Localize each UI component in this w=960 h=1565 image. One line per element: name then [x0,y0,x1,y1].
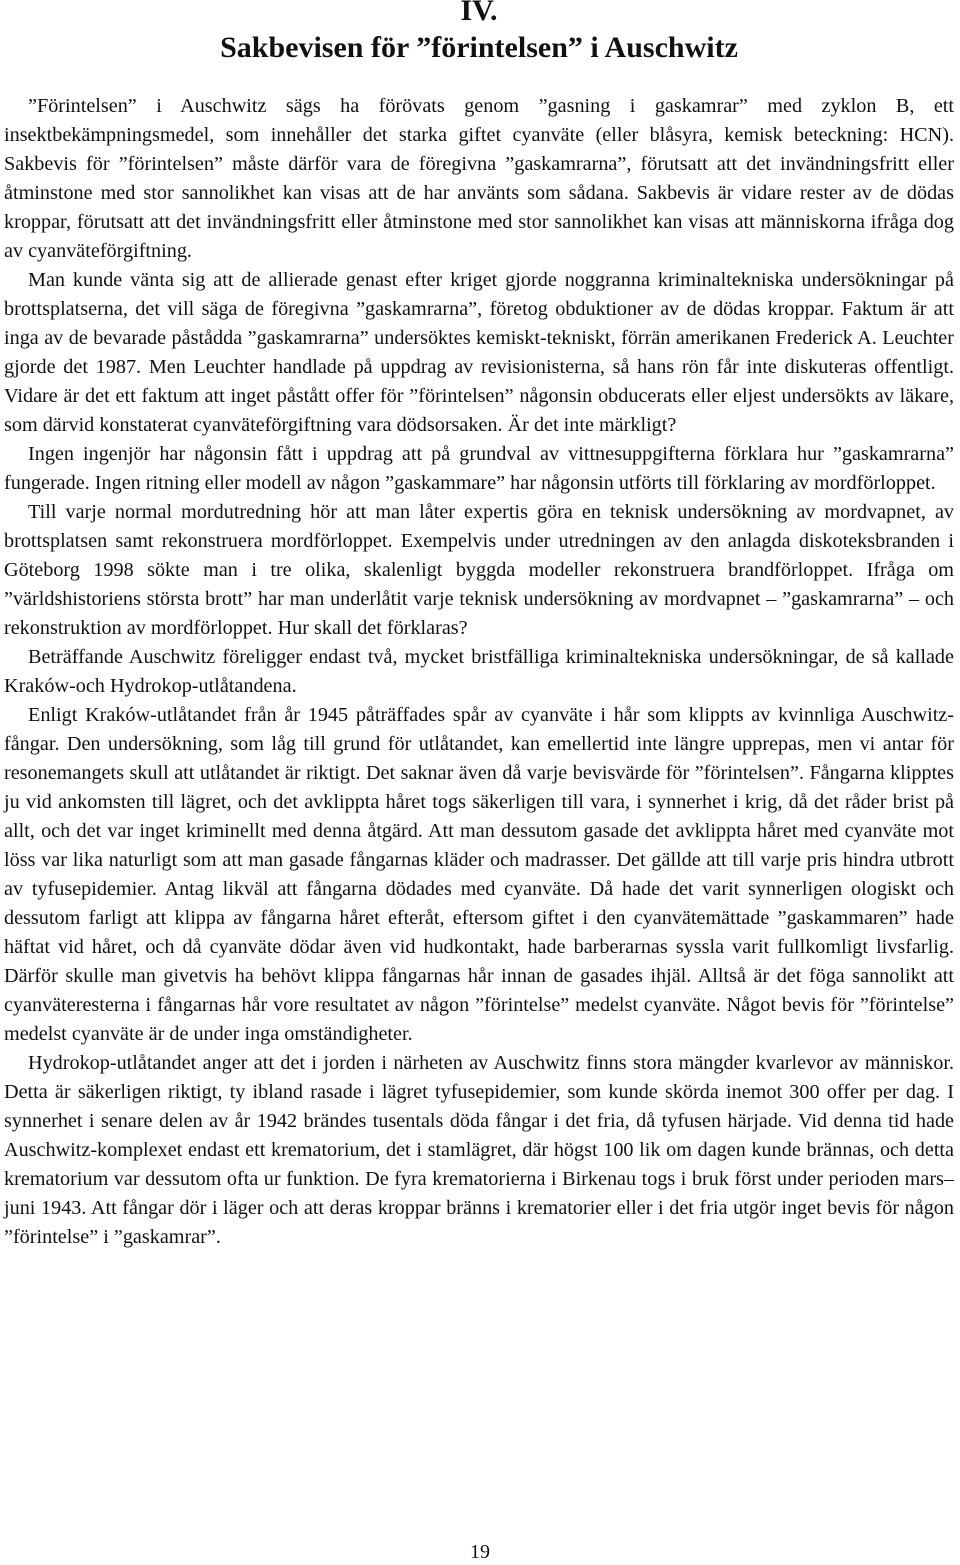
page-number: 19 [470,1541,490,1563]
chapter-title: Sakbevisen för ”förintelsen” i Auschwitz [220,31,738,64]
paragraph: Man kunde vänta sig att de allierade genast efter kriget gjorde noggranna kriminaltekniska undersökningar på brottsplatserna, det vill säga de föregivna ”gaskamrarna”, företog obduktioner av de dödas kroppar. Faktum är att inga av de bevarade påstådda ”gaskamrarna” undersöktes kemiskt-tekniskt, förrän amerikanen Frederick A. Leuchter gjorde det 1987. Men Leuchter handlade på uppdrag av revisionisterna, så hans rön får inte diskuteras offentligt. Vidare är det ett faktum att inget påstått offer för ”förintelsen” någonsin obducerats eller eljest undersökts av läkare, som därvid konstaterat cyanväteförgiftning vara dödsorsaken. Är det inte märkligt? [4,269,954,436]
document-page [4,0,954,1252]
paragraph: Hydrokop-utlåtandet anger att det i jorden i närheten av Auschwitz finns stora mängder kvarlevor av människor. Detta är säkerligen riktigt, ty ibland rasade i lägret tyfusepidemier, som kunde skörda inemot 300 offer per dag. I synnerhet i senare delen av år 1942 brändes tusentals döda fångar i det fria, då tyfusen härjade. Vid denna tid hade Auschwitz-komplexet endast ett krematorium, det i stamlägret, där högst 100 lik om dagen kunde brännas, och detta krematorium var dessutom ofta ur funktion. De fyra krematorierna i Birkenau togs i bruk först under perioden mars–juni 1943. Att fångar dör i läger och att deras kroppar bränns i krematorier eller i det fria utgör inget bevis för någon ”förintelse” i ”gaskamrar”. [4,1052,954,1248]
paragraph: Enligt Kraków-utlåtandet från år 1945 påträffades spår av cyanväte i hår som klippts av kvinnliga Auschwitz-fångar. Den undersökning, som låg till grund för utlåtandet, kan emellertid inte längre upprepas, men vi antar för resonemangets skull att utlåtandet är riktigt. Det saknar även då varje bevisvärde för ”förintelsen”. Fångarna klipptes ju vid ankomsten till lägret, och det avklippta håret togs säkerligen till vara, i synnerhet i krig, då det råder brist på allt, och det var inget kriminellt med denna åtgärd. Att man dessutom gasade det avklippta håret med cyanväte mot löss var lika naturligt som att man gasade fångarnas kläder och madrasser. Det gällde att till varje pris hindra utbrott av tyfusepidemier. Antag likväl att fångarna dödades med cyanväte. Då hade det varit synnerligen ologiskt och dessutom farligt att klippa av fångarna håret efteråt, eftersom giftet i den cyanvätemättade ”gaskammaren” hade häftat vid håret, och då cyanväte dödar även vid hudkontakt, hade barberarnas syssla varit fullkomligt livsfarlig. Därför skulle man givetvis ha behövt klippa fångarnas hår innan de gasades ihjäl. Alltså är det föga sannolikt att cyanväteresterna i fångarnas hår vore resultatet av någon ”förintelse” medelst cyanväte. Något bevis för ”förintelse” medelst cyanväte är de under inga omständigheter. [4,704,954,1045]
paragraph: ”Förintelsen” i Auschwitz sägs ha förövats genom ”gasning i gaskamrar” med zyklon B, ett insektbekämpningsmedel, som innehåller det starka giftet cyanväte (eller blåsyra, kemisk beteckning: HCN). Sakbevis för ”förintelsen” måste därför vara de föregivna ”gaskamrarna”, förutsatt att det invändningsfritt eller åtminstone med stor sannolikhet kan visas att de har använts som sådana. Sakbevis är vidare rester av de dödas kroppar, förutsatt att det invändningsfritt eller åtminstone med stor sannolikhet kan visas att människorna ifråga dog av cyanväteförgiftning. [4,95,954,262]
chapter-number: IV. [460,0,498,27]
paragraph: Beträffande Auschwitz föreligger endast två, mycket bristfälliga kriminaltekniska undersökningar, de så kallade Kraków-och Hydrokop-utlåtandena. [4,646,954,697]
paragraph: Till varje normal mordutredning hör att man låter expertis göra en teknisk undersökning av mordvapnet, av brottsplatsen samt rekonstruera mordförloppet. Exempelvis under utredningen av den anlagda diskoteksbranden i Göteborg 1998 sökte man i tre olika, skalenligt byggda modeller rekonstruera brandförloppet. Ifråga om ”världshistoriens största brott” har man underlåtit varje teknisk undersökning av mordvapnet – ”gaskamrarna” – och rekonstruktion av mordförloppet. Hur skall det förklaras? [4,501,954,639]
paragraph: Ingen ingenjör har någonsin fått i uppdrag att på grundval av vittnesuppgifterna förklara hur ”gaskamrarna” fungerade. Ingen ritning eller modell av någon ”gaskammare” har någonsin utförts till förklaring av mordförloppet. [4,443,954,494]
body-text [4,92,954,1252]
